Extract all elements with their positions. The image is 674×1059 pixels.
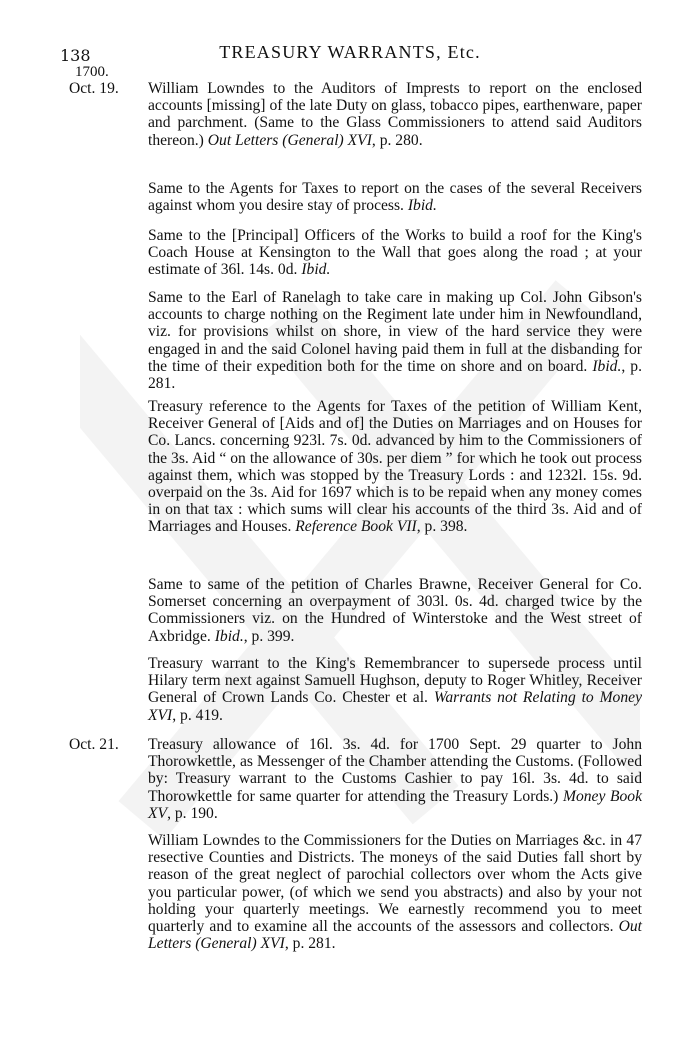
entry-paragraph: William Lowndes to the Auditors of Imprests to report on the enclosed accounts [missing] of the late Duty on glass, tobacco pipes, earthenware, paper and parchment. (Same to the Glass Commissioners to attend said Auditors thereon.) Out Letters (General) XVI, p. 280. <box>148 80 642 149</box>
entry-paragraph: Same to the Earl of Ranelagh to take care in making up Col. John Gibson's accounts to charge nothing on the Regiment late under him in Newfoundland, viz. for provisions whilst on shore, in view of the hard service they were engaged in and the said Colonel having paid them in full at the disbanding for the time of their expedition both for the time on shore and on board. Ibid., p. 281. <box>148 289 642 393</box>
margin-year: 1700. <box>75 64 109 80</box>
source-reference: Out Letters (General) XVI <box>148 918 642 953</box>
entry-paragraph: Treasury reference to the Agents for Taxes of the petition of William Kent, Receiver General of [Aids and of] the Duties on Marriages and on Houses for Co. Lancs. concerning 923l. 7s. 0d. advanced by him to the Commissioners of the 3s. Aid “ on the allowance of 30s. per diem ” for which he took out process against them, which was stopped by the Treasury Lords : and 1232l. 15s. 9d. overpaid on the 3s. Aid for 1697 which is to be repaid when any money comes in on that tax : which sums will clear his accounts of the third 3s. Aid and of Marriages and Houses. Reference Book VII, p. 398. <box>148 398 642 536</box>
margin-date: Oct. 19. <box>69 80 119 97</box>
source-reference: Ibid. <box>214 627 244 645</box>
source-reference: Money Book XV <box>148 787 643 822</box>
entry-paragraph: Same to same of the petition of Charles Brawne, Receiver General for Co. Somerset concerning an overpayment of 303l. 0s. 4d. charged twice by the Commissioners viz. on the Hundred of Winterstoke and the West street of Axbridge. Ibid., p. 399. <box>148 576 642 645</box>
source-reference: Ibid. <box>592 357 622 375</box>
entry-paragraph: Treasury warrant to the King's Remembrancer to supersede process until Hilary term next against Samuell Hughson, deputy to Roger Whitley, Receiver General of Crown Lands Co. Chester et al. Warrants not Relating to Money XVI, p. 419. <box>148 655 642 724</box>
entry-paragraph: Same to the Agents for Taxes to report on the cases of the several Receivers against whom you desire stay of process. Ibid. <box>148 180 642 215</box>
page-header <box>58 40 642 64</box>
source-reference: Ibid. <box>301 261 331 279</box>
page-number: 138 <box>60 46 91 65</box>
source-reference: Out Letters (General) XVI <box>207 131 372 149</box>
entry-paragraph: William Lowndes to the Commissioners for the Duties on Marriages &c. in 47 resective Counties and Districts. The moneys of the said Duties fall short by reason of the great neglect of parochial collectors over whom the Acts give you particular power, (of which we send you abstracts) and also by your not holding your quarterly meetings. We earnestly recommend you to meet quarterly and to examine all the accounts of the assessors and collectors. Out Letters (General) XVI, p. 281. <box>148 832 642 953</box>
source-reference: Ibid. <box>407 197 437 215</box>
source-reference: Reference Book VII <box>295 518 417 536</box>
running-title: TREASURY WARRANTS, Etc. <box>219 42 481 62</box>
entry-paragraph: Treasury allowance of 16l. 3s. 4d. for 1700 Sept. 29 quarter to John Thorowkettle, as Messenger of the Chamber attending the Customs. (Followed by: Treasury warrant to the Customs Cashier to pay 16l. 3s. 4d. to said Thorowkettle for same quarter for attending the Treasury Lords.) Money Book XV, p. 190. <box>148 736 643 822</box>
margin-date: Oct. 21. <box>69 736 119 753</box>
entry-paragraph: Same to the [Principal] Officers of the Works to build a roof for the King's Coach House at Kensington to the Wall that goes along the road ; at your estimate of 36l. 14s. 0d. Ibid. <box>148 227 642 279</box>
source-reference: Warrants not Relating to Money XVI <box>148 689 642 724</box>
